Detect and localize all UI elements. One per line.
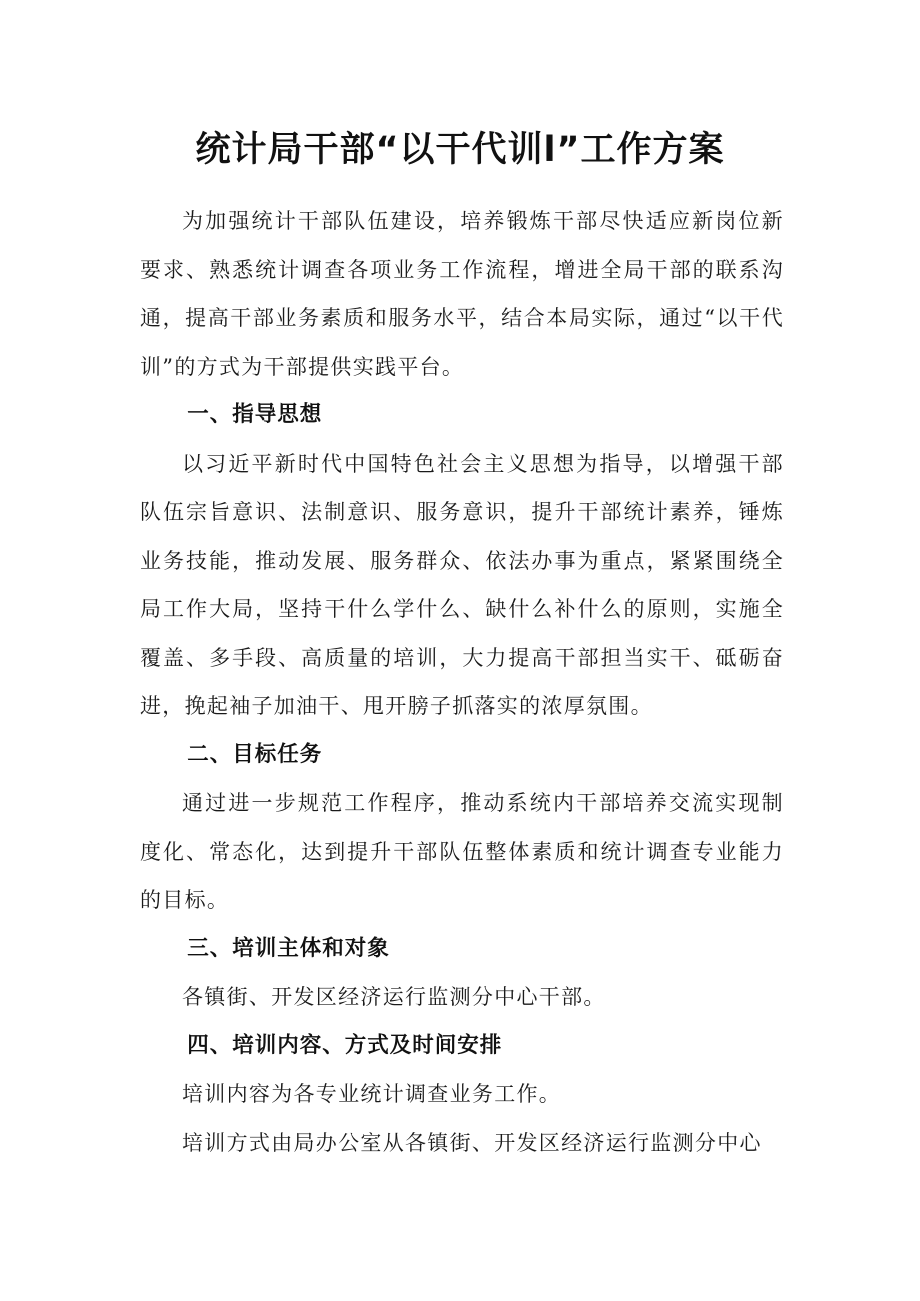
intro-paragraph: 为加强统计干部队伍建设，培养锻炼干部尽快适应新岗位新要求、熟悉统计调查各项业务工作流程，增进全局干部的联系沟通，提高干部业务素质和服务水平，结合本局实际，通过“以干代训”的方式为干部提供实践平台。 [140, 209, 784, 379]
section-heading: 四、培训内容、方式及时间安排 [187, 1032, 503, 1058]
section-training-content [140, 1022, 784, 1168]
section-paragraph: 培训内容为各专业统计调查业务工作。 [182, 1082, 562, 1106]
section-heading: 三、培训主体和对象 [187, 935, 390, 961]
document-body [140, 197, 784, 1167]
section-paragraph: 通过进一步规范工作程序，推动系统内干部培养交流实现制度化、常态化，达到提升干部队伍整体素质和统计调查专业能力的目标。 [140, 791, 784, 912]
section-training-subjects [140, 925, 784, 1022]
section-paragraph: 培训方式由局办公室从各镇街、开发区经济运行监测分中心 [182, 1130, 762, 1155]
section-paragraph: 以习近平新时代中国特色社会主义思想为指导，以增强干部队伍宗旨意识、法制意识、服务意识，提升干部统计素养，锤炼业务技能，推动发展、服务群众、依法办事为重点，紧紧围绕全局工作大局，坚持干什么学什么、缺什么补什么的原则，实施全覆盖、多手段、高质量的培训，大力提高干部担当实干、砥砺奋进，挽起袖子加油干、甩开膀子抓落实的浓厚氛围。 [140, 451, 784, 718]
section-heading: 二、目标任务 [187, 741, 323, 767]
section-objectives [140, 731, 784, 925]
section-guiding-thought [140, 391, 784, 731]
section-heading: 一、指导思想 [187, 402, 323, 427]
document-title: 统计局干部“以干代训l”工作方案 [195, 130, 725, 170]
section-paragraph: 各镇街、开发区经济运行监测分中心干部。 [182, 985, 606, 1009]
